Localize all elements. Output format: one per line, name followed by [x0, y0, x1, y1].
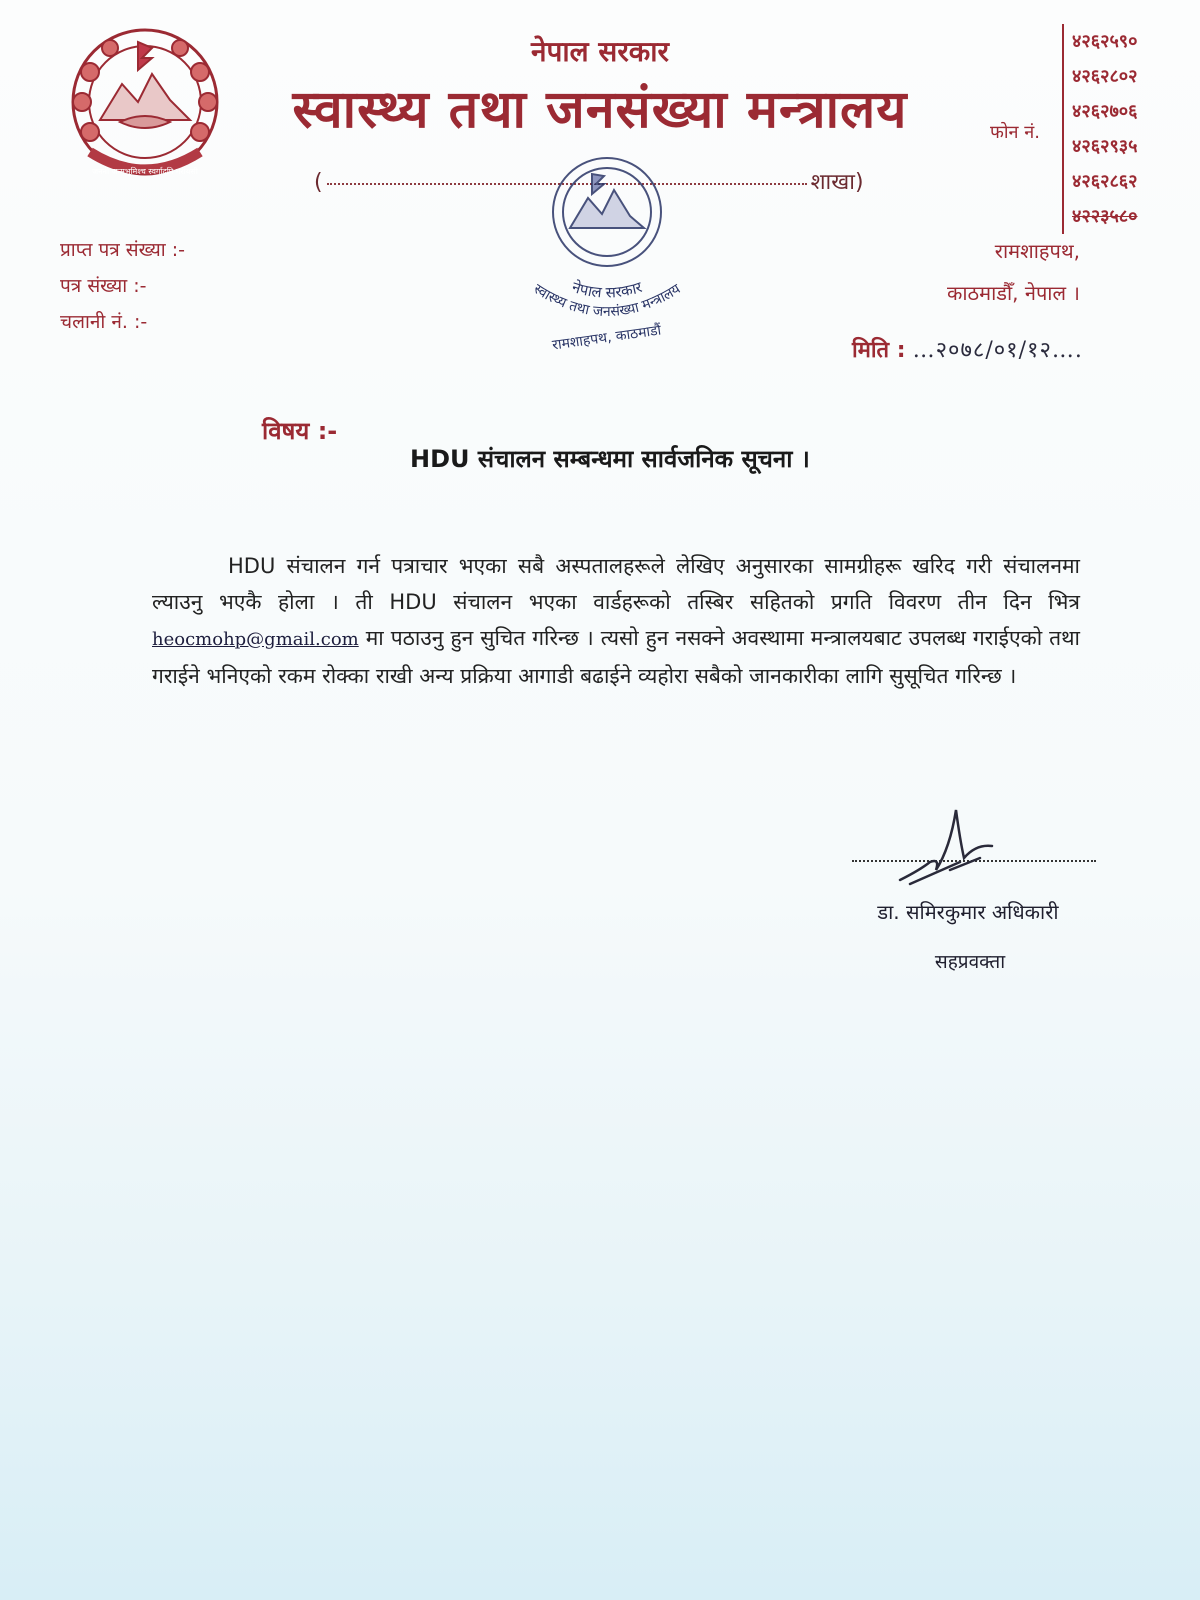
stamp-text-3: रामशाहपथ, काठमाडौं — [551, 322, 663, 350]
official-stamp — [512, 150, 702, 350]
subject-label: विषय :- — [262, 417, 338, 445]
address-line-2: काठमाडौँ, नेपाल । — [946, 281, 1080, 305]
received-letter-number-label: प्राप्त पत्र संख्या :- — [60, 239, 185, 261]
subject-text: HDU संचालन सम्बन्धमा सार्वजनिक सूचना । — [410, 445, 810, 473]
phone-number: ४२२३५८० — [1072, 206, 1138, 227]
phone-label: फोन नं. — [990, 122, 1040, 143]
phone-number: ४२६२८६२ — [1072, 171, 1138, 192]
stamp-text-1: नेपाल सरकार — [569, 277, 645, 302]
phone-number: ४२६२८०२ — [1072, 66, 1138, 87]
letter-number-label: पत्र संख्या :- — [60, 275, 147, 297]
phone-list — [1062, 24, 1196, 234]
government-heading: नेपाल सरकार — [530, 35, 670, 68]
reference-fields — [60, 232, 185, 340]
branch-label: शाखा) — [810, 170, 864, 195]
date-field — [852, 334, 1083, 364]
body-paragraph — [152, 548, 1080, 694]
dispatch-number-label: चलानी नं. :- — [60, 311, 148, 333]
body-text-part-2: मा पठाउनु हुन सुचित गरिन्छ । त्यसो हुन नसक्ने अवस्थामा मन्त्रालयबाट उपलब्ध गराईएको तथा गराईने भनिएको रकम रोक्का राखी अन्य प्रक्रिया आगाडी बढाईने व्यहोरा सबैको जानकारीका लागि सुसूचित गरिन्छ । — [152, 626, 1080, 688]
branch-open-paren: ( — [314, 170, 323, 195]
signature-icon — [880, 800, 1020, 900]
signatory-name: डा. समिरकुमार अधिकारी — [877, 900, 1059, 924]
stamp-text-2: स्वास्थ्य तथा जनसंख्या मन्त्रालय — [530, 281, 684, 321]
office-address — [900, 230, 1080, 314]
stamp-icon — [512, 150, 702, 350]
letter-body — [152, 548, 1080, 694]
phone-number: ४२६२७०६ — [1072, 101, 1138, 122]
address-line-1: रामशाहपथ, — [994, 239, 1080, 263]
ministry-title: स्वास्थ्य तथा जनसंख्या मन्त्रालय — [292, 80, 908, 140]
email-link[interactable]: heocmohp@gmail.com — [152, 629, 359, 650]
phone-number: ४२६२५९० — [1072, 31, 1138, 52]
emblem-caption: जननी जन्मभूमिश्च स्वर्गादपि गरीयसी — [92, 167, 198, 176]
handwritten-signature — [880, 800, 1020, 900]
body-text-part-1: HDU संचालन गर्न पत्राचार भएका सबै अस्पतालहरूले लेखिए अनुसारका सामग्रीहरू खरिद गरी संचालनमा ल्याउनु भएकै होला । ती HDU संचालन भएका वार्डहरूको तस्बिर सहितको प्रगति विवरण तीन दिन भित्र — [152, 554, 1080, 614]
date-label: मिति : — [852, 338, 906, 363]
signatory-title: सहप्रवक्ता — [934, 951, 1006, 973]
phone-number: ४२६२९३५ — [1072, 136, 1138, 157]
date-value: …२०७८/०१/१२…. — [912, 338, 1083, 363]
